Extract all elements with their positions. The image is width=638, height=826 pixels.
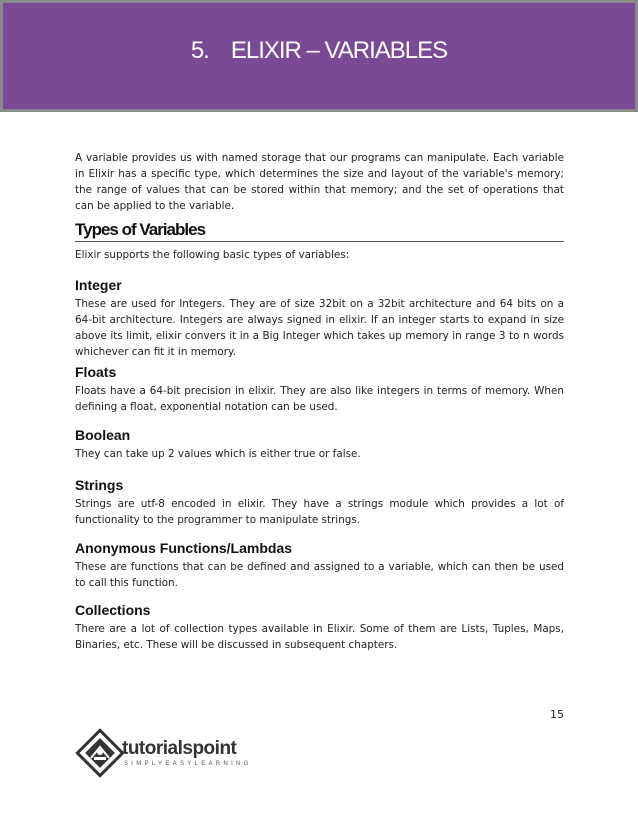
subsection-title: Boolean: [75, 427, 131, 443]
subsection-boolean-body: [75, 446, 564, 462]
subsection-text: Floats have a 64-bit precision in elixir. They are also like integers in terms of memory. When defining a float, exponential notation can be used.: [75, 385, 564, 413]
subsection-collections-body: [75, 621, 564, 653]
chapter-banner: [0, 0, 638, 112]
subsection-anonymous-functions: [75, 540, 564, 556]
section-intro: Elixir supports the following basic types of variables:: [75, 249, 350, 261]
subsection-strings-body: [75, 496, 564, 528]
chapter-title: [3, 37, 635, 65]
page-number: 15: [550, 708, 564, 721]
subsection-text: These are functions that can be defined and assigned to a variable, which can then be used to call this function.: [75, 561, 564, 589]
logo-tagline: SIMPLYEASYLEARNING: [124, 761, 252, 767]
logo-wordmark: tutorialspoint: [122, 738, 237, 759]
subsection-title: Collections: [75, 602, 151, 618]
subsection-strings: [75, 477, 564, 493]
chapter-number: 5.: [190, 37, 209, 64]
subsection-title: Anonymous Functions/Lambdas: [75, 540, 293, 556]
tutorialspoint-logo-icon: [74, 727, 126, 779]
subsection-floats: [75, 364, 564, 380]
subsection-title: Strings: [75, 477, 124, 493]
intro-block: [75, 150, 564, 214]
subsection-integer: [75, 277, 564, 293]
chapter-title-text: ELIXIR – VARIABLES: [230, 37, 448, 64]
subsection-integer-body: [75, 296, 564, 360]
subsection-anonymous-functions-body: [75, 559, 564, 591]
tutorialspoint-logo: [74, 727, 264, 779]
subsection-text: These are used for Integers. They are of size 32bit on a 32bit architecture and 64 bits on a 64-bit architecture. Integers are always signed in elixir. If an integer starts to expand in size above its limit, elixir convers it in a Big Integer which takes up memory in range 3 to n words whichever can fit it in memory.: [75, 298, 564, 358]
intro-paragraph: A variable provides us with named storage that our programs can manipulate. Each variable in Elixir has a specific type, which determines the size and layout of the variable's memory; the range of values that can be stored within that memory; and the set of operations that can be applied to the variable.: [75, 152, 564, 212]
subsection-text: They can take up 2 values which is either true or false.: [75, 448, 361, 460]
subsection-title: Floats: [75, 364, 117, 380]
subsection-title: Integer: [75, 277, 122, 293]
subsection-floats-body: [75, 383, 564, 415]
section-intro-block: [75, 247, 564, 263]
section-title: Types of Variables: [75, 220, 564, 242]
subsection-text: There are a lot of collection types available in Elixir. Some of them are Lists, Tuples, Maps, Binaries, etc. These will be discussed in subsequent chapters.: [75, 623, 564, 651]
subsection-collections: [75, 602, 564, 618]
subsection-text: Strings are utf-8 encoded in elixir. They have a strings module which provides a lot of functionality to the programmer to manipulate strings.: [75, 498, 564, 526]
section-header: [75, 220, 564, 242]
subsection-boolean: [75, 427, 564, 443]
